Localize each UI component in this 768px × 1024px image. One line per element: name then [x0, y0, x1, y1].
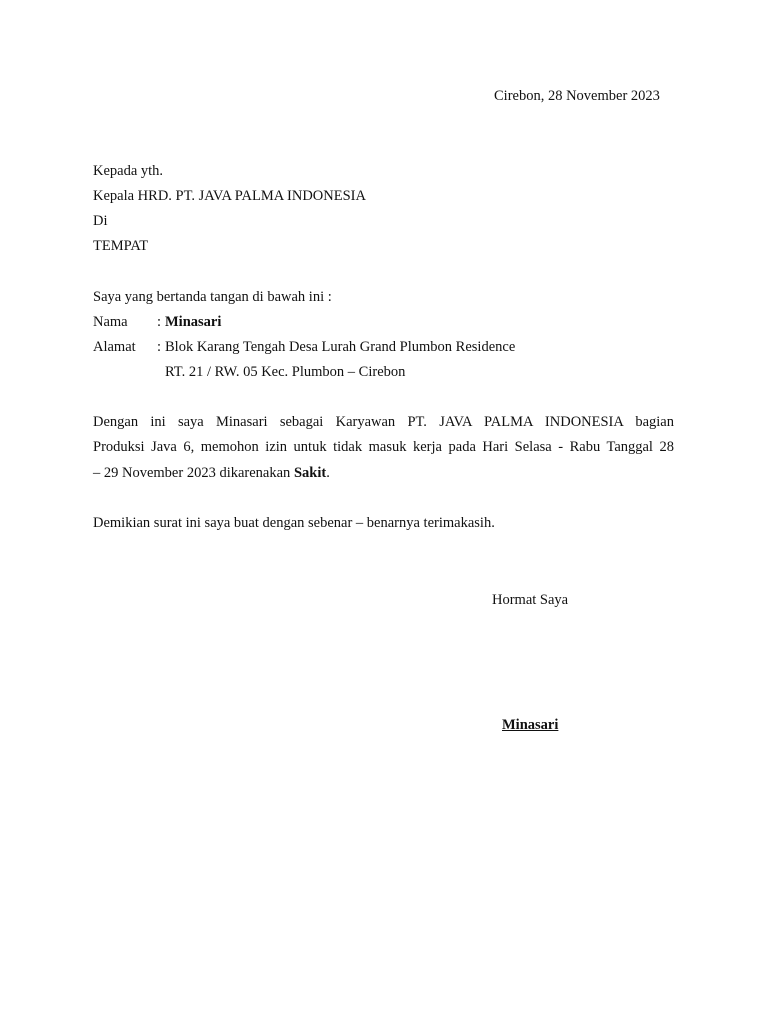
recipient-line-2: Kepala HRD. PT. JAVA PALMA INDONESIA	[93, 188, 366, 204]
closing-line: Demikian surat ini saya buat dengan sebenar – benarnya terimakasih.	[93, 515, 495, 531]
intro-line: Saya yang bertanda tangan di bawah ini :	[93, 289, 332, 305]
nama-label: Nama	[93, 314, 128, 330]
recipient-line-1: Kepada yth.	[93, 163, 164, 179]
date-line: Cirebon, 28 November 2023	[494, 88, 660, 104]
signature-name-text: Minasari	[502, 717, 559, 733]
recipient-line-3: Di	[93, 213, 108, 229]
alamat-value-2: RT. 21 / RW. 05 Kec. Plumbon – Cirebon	[165, 364, 406, 380]
alamat-label: Alamat	[93, 339, 136, 355]
alamat-separator: :	[157, 339, 162, 355]
body-line-3-pre: – 29 November 2023 dikarenakan	[93, 465, 294, 481]
signature-salutation: Hormat Saya	[492, 592, 569, 608]
nama-value-text: Minasari	[165, 314, 222, 330]
signature-name	[502, 717, 558, 734]
reason-sakit: Sakit	[293, 465, 327, 481]
alamat-value-1: Blok Karang Tengah Desa Lurah Grand Plumbon Residence	[165, 339, 516, 355]
body-line-3	[93, 465, 330, 482]
nama-separator: :	[157, 314, 162, 330]
body-line-1: Dengan ini saya Minasari sebagai Karyawan PT. JAVA PALMA INDONESIA bagian	[93, 414, 674, 430]
body-line-2: Produksi Java 6, memohon izin untuk tidak masuk kerja pada Hari Selasa - Rabu Tanggal 28	[93, 439, 674, 455]
nama-value	[165, 314, 221, 331]
body-line-3-post: .	[326, 465, 330, 481]
recipient-line-4: TEMPAT	[93, 238, 149, 254]
